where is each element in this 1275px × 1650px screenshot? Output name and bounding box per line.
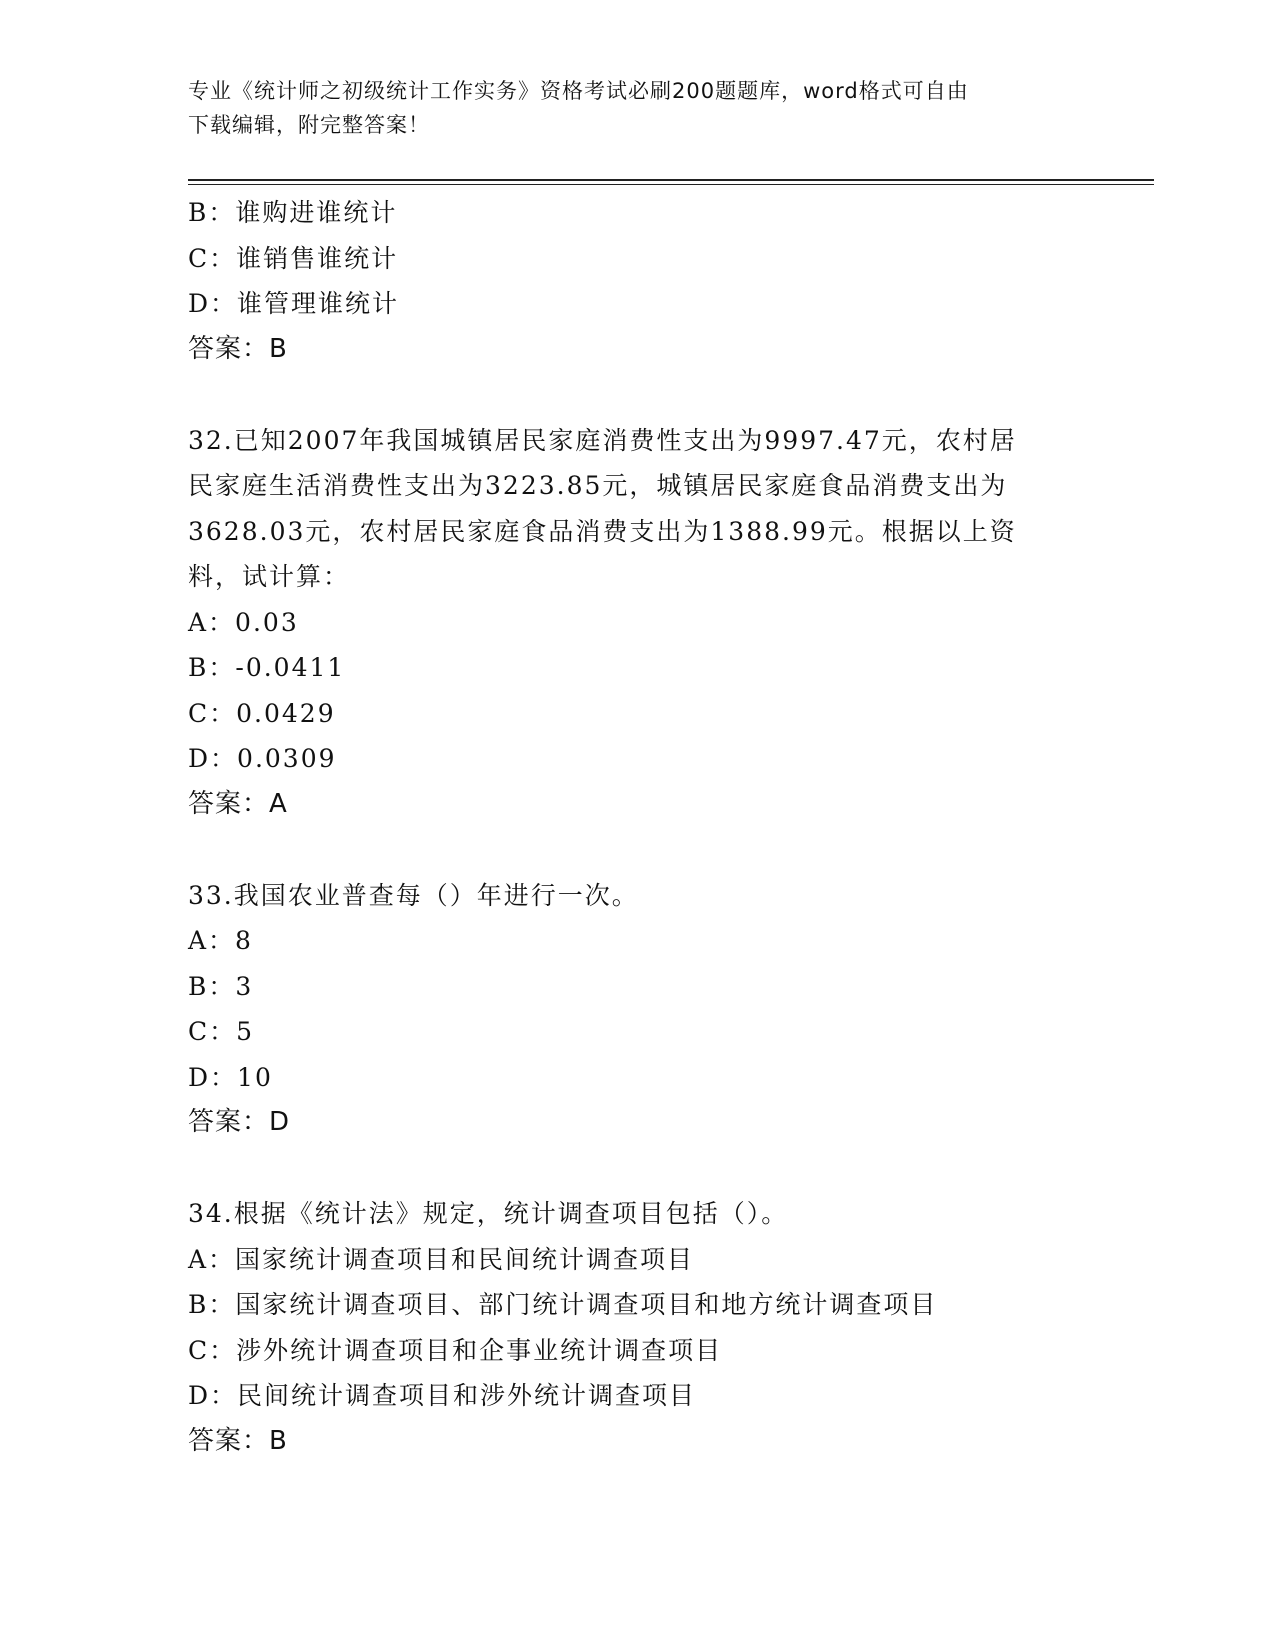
q33-stem: 33.我国农业普查每（）年进行一次。 [188,880,639,910]
spacer [188,827,1088,873]
q32-stem-line-4: 料，试计算： [188,562,351,591]
q32-option-b: B：-0.0411 [188,653,346,682]
question-32-block [188,418,1088,828]
q32-option-d: D：0.0309 [188,744,337,773]
q33-option-d: D：10 [188,1062,273,1092]
q33-answer: 答案：D [188,1107,291,1137]
q33-option-c: C：5 [188,1017,255,1046]
q32-stem-line-1: 32.已知2007年我国城镇居民家庭消费性支出为9997.47元，农村居 [188,425,1017,455]
q34-option-d: D：民间统计调查项目和涉外统计调查项目 [188,1381,697,1410]
question-content [188,190,1088,1464]
header-line-1: 专业《统计师之初级统计工作实务》资格考试必刷200题题库，word格式可自由 [188,79,969,103]
q32-answer: 答案：A [188,788,288,819]
document-header [188,74,1088,142]
q34-stem: 34.根据《统计法》规定，统计调查项目包括（）。 [188,1199,789,1228]
q33-option-b: B：3 [188,971,254,1001]
q32-stem-line-2: 民家庭生活消费性支出为3223.85元，城镇居民家庭食品消费支出为 [188,471,1008,500]
q31-option-b: B：谁购进谁统计 [188,198,398,227]
q34-option-c: C：涉外统计调查项目和企事业统计调查项目 [188,1335,723,1365]
spacer [188,372,1088,418]
q32-option-c: C：0.0429 [188,698,336,728]
q31-answer: 答案：B [188,333,288,364]
q34-option-b: B：国家统计调查项目、部门统计调查项目和地方统计调查项目 [188,1290,938,1319]
q34-option-a: A：国家统计调查项目和民间统计调查项目 [188,1244,695,1274]
q31-option-c: C：谁销售谁统计 [188,243,399,273]
header-divider-thick [188,179,1154,181]
q34-answer: 答案：B [188,1425,288,1456]
header-line-2: 下载编辑，附完整答案！ [188,113,430,137]
q31-option-d: D：谁管理谁统计 [188,289,400,318]
spacer [188,1146,1088,1192]
q33-option-a: A：8 [188,926,253,955]
header-divider-thin [188,184,1154,185]
q32-option-a: A：0.03 [188,607,299,637]
question-33-block [188,873,1088,1146]
question-34-block [188,1191,1088,1464]
q32-stem-line-3: 3628.03元，农村居民家庭食品消费支出为1388.99元。根据以上资 [188,516,1017,546]
question-31-block [188,190,1088,372]
